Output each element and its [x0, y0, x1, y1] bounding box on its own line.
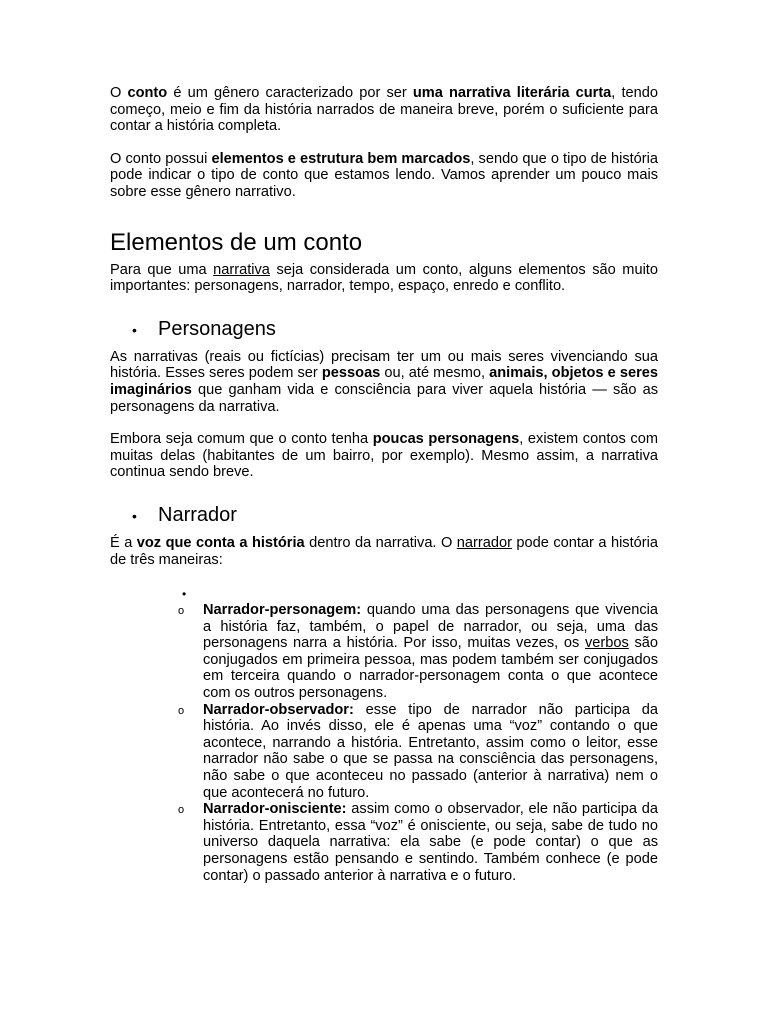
empty-list-bullet: [182, 586, 658, 602]
bold-term-elementos: elementos e estrutura bem marcados: [211, 150, 471, 167]
text-run: É a: [110, 534, 137, 551]
section-paragraph: [110, 262, 658, 295]
text-run: O: [110, 85, 128, 101]
text-run: pode contar a história de três maneiras:: [110, 534, 658, 568]
bold-term-pessoas: pessoas: [321, 365, 381, 382]
document-page: [110, 85, 658, 884]
subheading-narrador: • Narrador: [110, 503, 658, 527]
list-item-narrador-personagem: [203, 602, 658, 702]
bold-term-conto: conto: [127, 85, 168, 101]
link-narrativa[interactable]: narrativa: [213, 261, 270, 278]
intro-paragraph-1: [110, 85, 658, 135]
link-verbos[interactable]: verbos: [584, 635, 629, 652]
text-run: , tendo começo, meio e fim da história narrados de maneira breve, porém o suficiente para contar a história completa.: [110, 85, 658, 135]
intro-paragraph-2: [110, 151, 658, 201]
narrador-paragraph: [110, 535, 658, 568]
text-run: são conjugados em primeira pessoa, mas podem também ser conjugados em terceira quando o narrador-personagem conta o que acontece com os outros personagens.: [203, 635, 658, 702]
section-heading-elementos: Elementos de um conto: [110, 228, 363, 256]
list-item-narrador-observador: [203, 702, 658, 802]
list-item-term: Narrador-onisciente:: [203, 801, 347, 818]
text-run: Para que uma: [110, 261, 214, 278]
personagens-paragraph-1: [110, 349, 658, 415]
text-run: Embora seja comum que o conto tenha: [110, 431, 373, 448]
text-run: ou, até mesmo,: [380, 365, 490, 382]
link-narrador[interactable]: narrador: [456, 534, 512, 551]
text-run: dentro da narrativa. O: [304, 534, 457, 551]
bold-term-voz: voz que conta a história: [136, 534, 305, 551]
subheading-personagens: • Personagens: [110, 317, 658, 341]
list-item-narrador-onisciente: [203, 801, 658, 884]
text-run: esse tipo de narrador não participa da história. Ao invés disso, ele é apenas uma “voz” contando o que acontece, narrando a história. Entretanto, assim como o leitor, esse narrador não sabe o que se passa na consciência das personagens, não sabe o que aconteceu no passado (anterior à narrativa) nem o que acontecerá no futuro.: [203, 701, 658, 801]
text-run: As narrativas (reais ou fictícias) precisam ter um ou mais seres vivenciando sua história. Esses seres podem ser: [110, 348, 658, 382]
text-run: assim como o observador, ele não participa da história. Entretanto, essa “voz” é onisciente, ou seja, sabe de tudo no universo daquela narrativa: ela sabe (e pode contar) o que as personagens estão pensando e sentindo. Também conhece (e pode contar) o passado anterior à narrativa e o futuro.: [203, 801, 658, 884]
text-run: , sendo que o tipo de história pode indicar o tipo de conto que estamos lendo. Vamos aprender um pouco mais sobre esse gênero narrativo.: [110, 150, 659, 200]
bold-term-narrativa-curta: uma narrativa literária curta: [412, 85, 612, 101]
list-item-term: Narrador-personagem:: [203, 602, 362, 619]
text-run: é um gênero caracterizado por ser: [167, 85, 413, 101]
text-run: que ganham vida e consciência para viver aquela história — são as personagens da narrativa.: [110, 381, 658, 415]
text-run: seja considerada um conto, alguns elementos são muito importantes: personagens, narrador, tempo, espaço, enredo e conflito.: [110, 261, 658, 295]
text-run: quando uma das personagens que vivencia a história faz, também, o papel de narrador, ou seja, uma das personagens narra a história. Por isso, muitas vezes, os: [203, 602, 658, 652]
personagens-paragraph-2: [110, 431, 658, 481]
text-run: O conto possui: [110, 150, 212, 167]
narrador-types-list: [110, 602, 658, 884]
bold-term-poucas: poucas personagens: [372, 431, 520, 448]
bold-term-animais: animais, objetos e seres imaginários: [110, 365, 658, 398]
text-run: , existem contos com muitas delas (habitantes de um bairro, por exemplo). Mesmo assim, a narrativa continua sendo breve.: [110, 431, 658, 481]
list-item-term: Narrador-observador:: [203, 701, 354, 718]
